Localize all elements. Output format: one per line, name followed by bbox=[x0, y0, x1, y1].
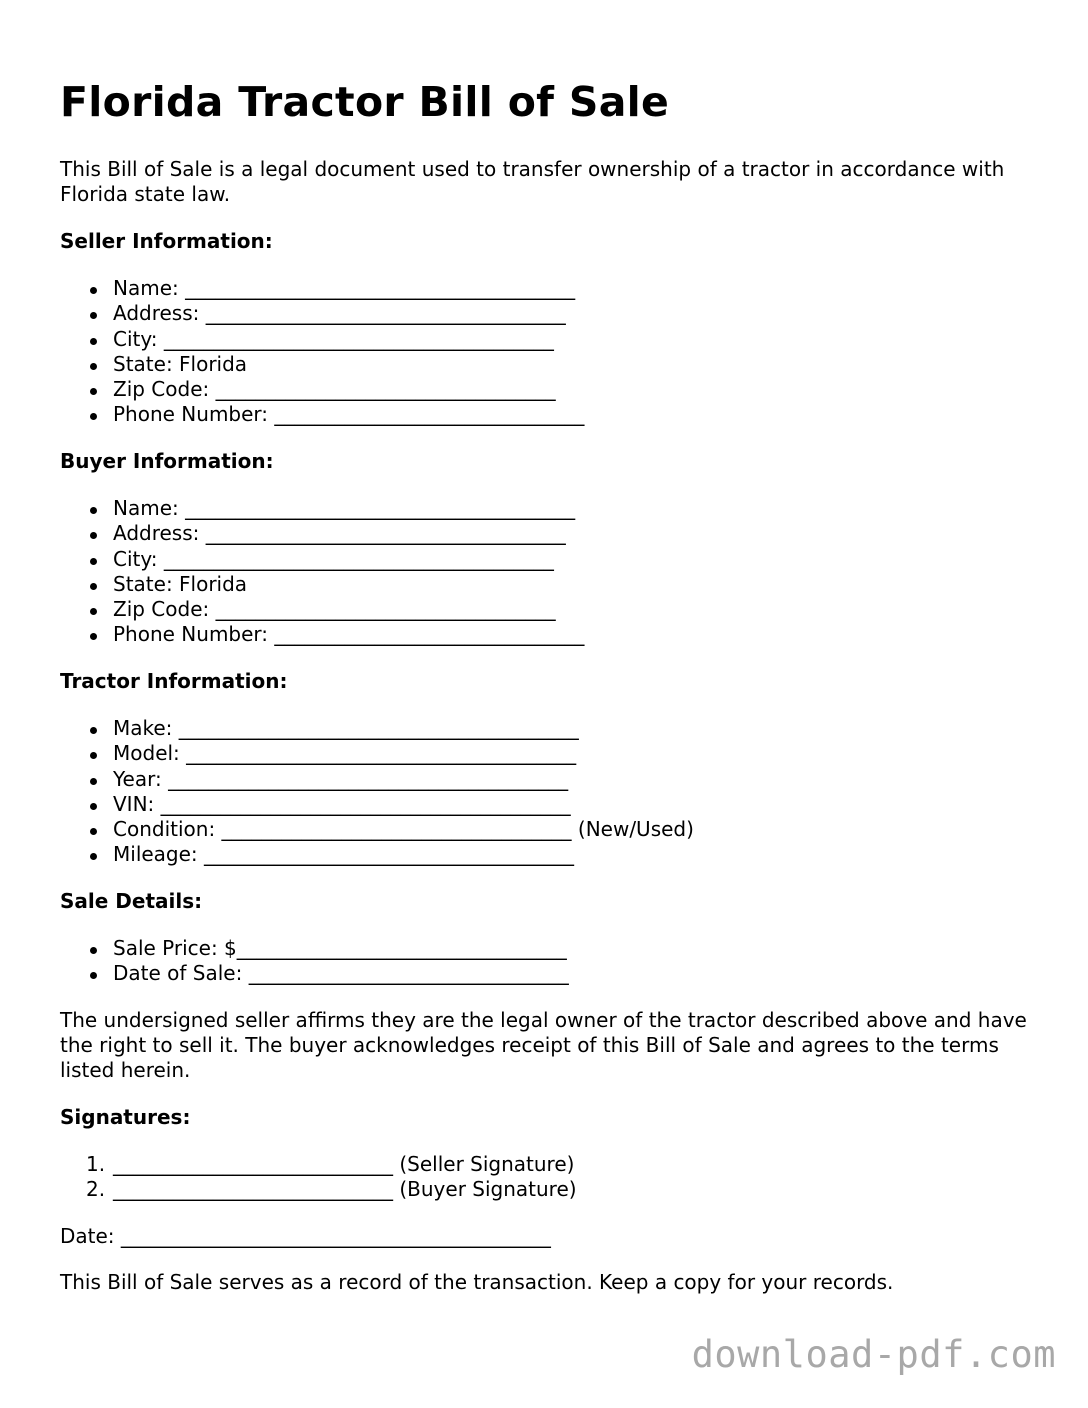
tractor-mileage-field[interactable]: Mileage: _____________________________________ bbox=[60, 842, 694, 867]
seller-heading: Seller Information: bbox=[60, 229, 273, 253]
seller-signature-line[interactable]: ____________________________ (Seller Signature) bbox=[113, 1152, 575, 1176]
seller-city-field[interactable]: City: _______________________________________ bbox=[60, 327, 584, 352]
buyer-address-field[interactable]: Address: ____________________________________ bbox=[60, 521, 584, 546]
buyer-heading: Buyer Information: bbox=[60, 449, 274, 473]
buyer-name-field[interactable]: Name: _______________________________________ bbox=[60, 496, 584, 521]
buyer-signature-line[interactable]: ____________________________ (Buyer Signature) bbox=[113, 1177, 577, 1202]
tractor-condition-field[interactable]: Condition: ___________________________________ (New/Used) bbox=[60, 817, 694, 842]
list-number: 2. bbox=[86, 1177, 106, 1202]
tractor-year-field[interactable]: Year: ________________________________________ bbox=[60, 767, 694, 792]
seller-state-item: State: Florida bbox=[60, 352, 584, 377]
buyer-phone-field[interactable]: Phone Number: _______________________________ bbox=[60, 622, 584, 647]
affirmation-paragraph: The undersigned seller affirms they are the legal owner of the tractor described above and have the right to sell it. The buyer acknowledges receipt of this Bill of Sale and agrees to the terms listed herein. bbox=[60, 1008, 1027, 1082]
intro-paragraph: This Bill of Sale is a legal document used to transfer ownership of a tractor in accordance with Florida state law. bbox=[60, 157, 1005, 206]
date-field[interactable]: Date: ___________________________________________ bbox=[60, 1224, 551, 1248]
watermark: download-pdf.com bbox=[691, 1333, 1056, 1376]
seller-name-field[interactable]: Name: _______________________________________ bbox=[60, 276, 584, 301]
signatures-list bbox=[60, 1152, 577, 1203]
seller-zip-field[interactable]: Zip Code: __________________________________ bbox=[60, 377, 584, 402]
sale-price-field[interactable]: Sale Price: $_________________________________ bbox=[60, 936, 569, 961]
page-title: Florida Tractor Bill of Sale bbox=[60, 78, 670, 126]
sale-list bbox=[60, 936, 569, 987]
tractor-make-field[interactable]: Make: ________________________________________ bbox=[60, 716, 694, 741]
seller-signature-field[interactable] bbox=[60, 1152, 577, 1177]
tractor-model-field[interactable]: Model: _______________________________________ bbox=[60, 741, 694, 766]
tractor-list bbox=[60, 716, 694, 868]
buyer-signature-field[interactable] bbox=[60, 1177, 577, 1202]
list-number: 1. bbox=[86, 1152, 106, 1176]
buyer-city-field[interactable]: City: _______________________________________ bbox=[60, 547, 584, 572]
tractor-vin-field[interactable]: VIN: _________________________________________ bbox=[60, 792, 694, 817]
signatures-heading: Signatures: bbox=[60, 1105, 191, 1129]
sale-heading: Sale Details: bbox=[60, 889, 203, 913]
buyer-state-item: State: Florida bbox=[60, 572, 584, 597]
seller-address-field[interactable]: Address: ____________________________________ bbox=[60, 301, 584, 326]
footer-note: This Bill of Sale serves as a record of the transaction. Keep a copy for your records. bbox=[60, 1270, 894, 1294]
sale-date-field[interactable]: Date of Sale: ________________________________ bbox=[60, 961, 569, 986]
seller-list bbox=[60, 276, 584, 428]
buyer-list bbox=[60, 496, 584, 648]
seller-phone-field[interactable]: Phone Number: _______________________________ bbox=[60, 402, 584, 427]
buyer-zip-field[interactable]: Zip Code: __________________________________ bbox=[60, 597, 584, 622]
tractor-heading: Tractor Information: bbox=[60, 669, 288, 693]
